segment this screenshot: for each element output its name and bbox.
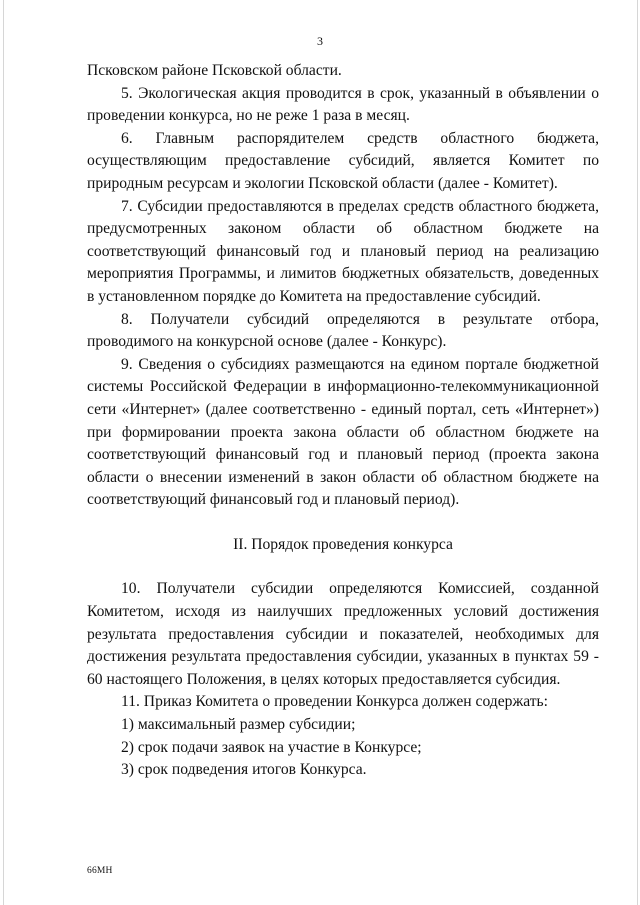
page-number: 3 (317, 34, 323, 48)
paragraph-item-9: 9. Сведения о субсидиях размещаются на едином портале бюджетной системы Российской Федерации в информационно-телекоммуникационной сети «Интернет» (далее соответственно - единый портал, сеть «Интернет») при формировании проекта закона области об областном бюджете на соответствующий финансовый год и плановый период (проекта закона области о внесении изменений в закон области об областном бюджете на соответствующий финансовый год и плановый период). (87, 355, 599, 509)
paragraph-item-6: 6. Главным распорядителем средств областного бюджета, осуществляющим предоставление субсидий, является Комитет по природным ресурсам и экологии Псковской области (далее - Комитет). (87, 129, 599, 192)
paragraph-item-10: 10. Получатели субсидии определяются Комиссией, созданной Комитетом, исходя из наилучших предложенных условий достижения результата предоставления субсидии и показателей, необходимых для достижения результата предоставления субсидии, указанных в пунктах 59 - 60 настоящего Положения, в целях которых предоставляется субсидия. (87, 580, 599, 688)
paragraph-item-11: 11. Приказ Комитета о проведении Конкурса должен содержать: (121, 693, 548, 711)
list-item: 2) срок подачи заявок на участие в Конкурсе; (121, 738, 422, 756)
paragraph-continuation: Псковском районе Псковской области. (87, 62, 342, 79)
section-heading: II. Порядок проведения конкурса (233, 535, 453, 553)
scan-edge-right (637, 0, 638, 905)
list-item: 3) срок подведения итогов Конкурса. (121, 761, 367, 779)
paragraph-item-8: 8. Получатели субсидий определяются в результате отбора, проводимого на конкурсной основе (далее - Конкурс). (87, 310, 599, 351)
document-body (87, 60, 599, 782)
paragraph-item-7: 7. Субсидии предоставляются в пределах средств областного бюджета, предусмотренных законом области об областном бюджете на соответствующий финансовый год и плановый период на реализацию мероприятия Программы, и лимитов бюджетных обязательств, доведенных в установленном порядке до Комитета на предоставление субсидий. (87, 197, 599, 305)
scan-edge-left (3, 0, 4, 905)
list-item: 1) максимальный размер субсидии; (121, 716, 356, 734)
footer-document-code: 66МН (87, 866, 113, 876)
paragraph-item-5: 5. Экологическая акция проводится в срок, указанный в объявлении о проведении конкурса, но не реже 1 раза в месяц. (87, 84, 599, 125)
